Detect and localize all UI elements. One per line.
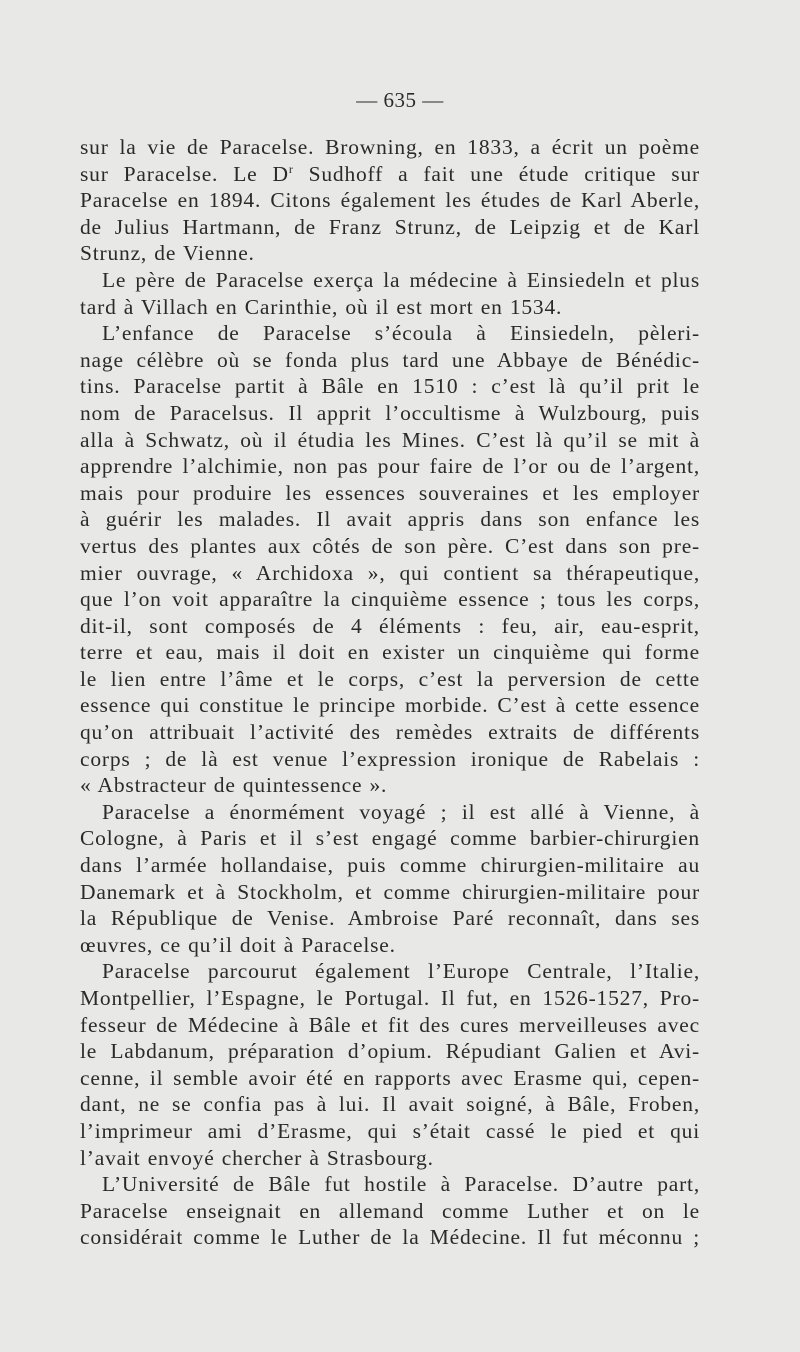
text-line: Paracelse en 1894. Citons également les études de Karl Aberle, xyxy=(80,188,700,213)
text-line: Paracelse parcourut également l’Europe Centrale, l’Italie, xyxy=(102,959,700,984)
text-line: considérait comme le Luther de la Médecine. Il fut méconnu ; xyxy=(80,1225,700,1250)
text-line: Strunz, de Vienne. xyxy=(80,241,255,266)
text-line: cenne, il semble avoir été en rapports avec Erasme qui, cepen- xyxy=(80,1065,700,1090)
text-line: fesseur de Médecine à Bâle et fit des cures merveilleuses avec xyxy=(80,1012,700,1037)
text-line: Cologne, à Paris et il s’est engagé comme barbier-chirurgien xyxy=(80,826,700,851)
text-line: Paracelse a énormément voyagé ; il est allé à Vienne, à xyxy=(102,799,700,824)
text-line: Paracelse enseignait en allemand comme Luther et on le xyxy=(80,1198,700,1223)
text-line: à guérir les malades. Il avait appris dans son enfance les xyxy=(80,507,700,532)
text-line xyxy=(80,161,700,188)
text-line: œuvres, ce qu’il doit à Paracelse. xyxy=(80,932,396,957)
text-line: le Labdanum, préparation d’opium. Répudiant Galien et Avi- xyxy=(80,1039,700,1064)
text-line: Montpellier, l’Espagne, le Portugal. Il fut, en 1526-1527, Pro- xyxy=(80,986,700,1010)
text-line-part: sur Paracelse. Le D xyxy=(80,161,289,186)
text-line-part: Sudhoff a fait une étude critique sur xyxy=(293,161,700,186)
text-line: de Julius Hartmann, de Franz Strunz, de Leipzig et de Karl xyxy=(80,214,700,239)
text-line: L’Université de Bâle fut hostile à Paracelse. D’autre part, xyxy=(102,1172,700,1197)
text-line: tard à Villach en Carinthie, où il est mort en 1534. xyxy=(80,294,563,319)
text-line: le lien entre l’âme et le corps, c’est la perversion de cette xyxy=(80,666,700,691)
text-line: la République de Venise. Ambroise Paré reconnaît, dans ses xyxy=(80,906,700,931)
text-line: terre et eau, mais il doit en exister un cinquième qui forme xyxy=(80,640,700,665)
text-line: tins. Paracelse partit à Bâle en 1510 : c’est là qu’il prit le xyxy=(80,374,700,399)
text-line: nom de Paracelsus. Il apprit l’occultisme à Wulzbourg, puis xyxy=(80,400,700,425)
text-line: sur la vie de Paracelse. Browning, en 1833, a écrit un poème xyxy=(80,135,700,159)
text-line: qu’on attribuait l’activité des remèdes extraits de différents xyxy=(80,720,700,745)
text-line: « Abstracteur de quintessence ». xyxy=(80,773,388,798)
body-text xyxy=(80,134,700,1251)
text-line: que l’on voit apparaître la cinquième essence ; tous les corps, xyxy=(80,587,700,612)
text-line: Danemark et à Stockholm, et comme chirurgien-militaire pour xyxy=(80,879,700,904)
text-line: corps ; de là est venue l’expression ironique de Rabelais : xyxy=(80,746,700,771)
page-number-header: — 635 — xyxy=(356,88,444,112)
text-line: dant, ne se confia pas à lui. Il avait soigné, à Bâle, Froben, xyxy=(80,1092,700,1117)
text-line: dans l’armée hollandaise, puis comme chirurgien-militaire au xyxy=(80,853,700,878)
text-line: nage célèbre où se fonda plus tard une Abbaye de Bénédic- xyxy=(80,347,700,372)
text-line: alla à Schwatz, où il étudia les Mines. C’est là qu’il se mit à xyxy=(80,427,700,452)
text-line: vertus des plantes aux côtés de son père. C’est dans son pre- xyxy=(80,533,700,558)
text-line: Le père de Paracelse exerça la médecine à Einsiedeln et plus xyxy=(102,267,700,292)
superscript: r xyxy=(288,161,294,176)
text-line: mier ouvrage, « Archidoxa », qui contient sa thérapeutique, xyxy=(80,560,700,585)
text-line: l’imprimeur ami d’Erasme, qui s’était cassé le pied et qui xyxy=(80,1118,700,1143)
text-line: mais pour produire les essences souveraines et les employer xyxy=(80,480,700,505)
text-line: L’enfance de Paracelse s’écoula à Einsiedeln, pèleri- xyxy=(102,321,700,346)
text-line: apprendre l’alchimie, non pas pour faire de l’or ou de l’argent, xyxy=(80,454,700,479)
text-line: essence qui constitue le principe morbide. C’est à cette essence xyxy=(80,693,700,718)
text-line: dit-il, sont composés de 4 éléments : feu, air, eau-esprit, xyxy=(80,613,700,638)
text-line: l’avait envoyé chercher à Strasbourg. xyxy=(80,1145,434,1170)
